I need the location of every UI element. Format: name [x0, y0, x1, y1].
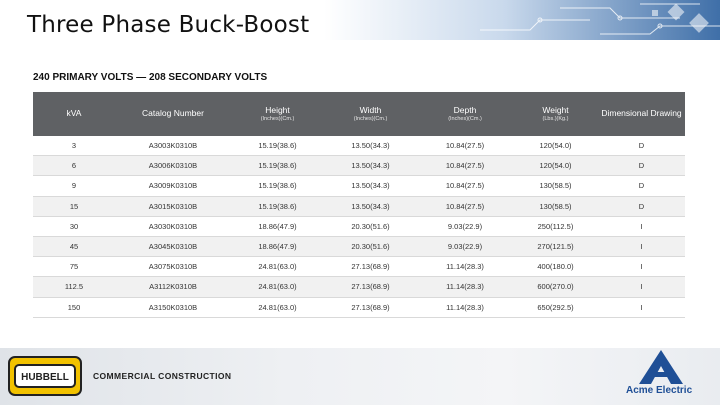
table-cell: 9.03(22.9) [417, 236, 513, 256]
table-cell: A3015K0310B [115, 196, 231, 216]
table-cell: 75 [33, 257, 115, 277]
table-cell: 9.03(22.9) [417, 216, 513, 236]
table-cell: I [598, 257, 685, 277]
table-cell: 400(180.0) [513, 257, 598, 277]
column-header-catalog-number: Catalog Number [115, 92, 231, 136]
specification-table [33, 92, 685, 318]
table-cell: 30 [33, 216, 115, 236]
table-cell: 120(54.0) [513, 136, 598, 156]
table-cell: D [598, 176, 685, 196]
acme-electric-logo-text: Acme Electric [626, 385, 693, 396]
table-cell: 27.13(68.9) [324, 257, 417, 277]
table-row [33, 176, 685, 196]
table-cell: 11.14(28.3) [417, 297, 513, 317]
table-cell: 3 [33, 136, 115, 156]
table-cell: 120(54.0) [513, 156, 598, 176]
table-cell: 10.84(27.5) [417, 176, 513, 196]
table-cell: 9 [33, 176, 115, 196]
table-cell: 10.84(27.5) [417, 156, 513, 176]
table-cell: D [598, 136, 685, 156]
hubbell-logo-text: HUBBELL [21, 372, 69, 383]
table-cell: 24.81(63.0) [231, 297, 324, 317]
table-row [33, 257, 685, 277]
table-row [33, 156, 685, 176]
table-cell: A3045K0310B [115, 236, 231, 256]
table-cell: 24.81(63.0) [231, 277, 324, 297]
table-row [33, 297, 685, 317]
table-cell: 15.19(38.6) [231, 196, 324, 216]
table-row [33, 277, 685, 297]
footer-brand-text: COMMERCIAL CONSTRUCTION [93, 371, 232, 381]
table-row [33, 136, 685, 156]
table-cell: 24.81(63.0) [231, 257, 324, 277]
table-cell: 20.30(51.6) [324, 236, 417, 256]
column-header-dimensional-drawing: Dimensional Drawing [598, 92, 685, 136]
table-cell: 20.30(51.6) [324, 216, 417, 236]
table-cell: 27.13(68.9) [324, 297, 417, 317]
table-cell: A3009K0310B [115, 176, 231, 196]
table-cell: A3112K0310B [115, 277, 231, 297]
table-cell: A3030K0310B [115, 216, 231, 236]
table-cell: 150 [33, 297, 115, 317]
table-cell: I [598, 236, 685, 256]
table-cell: 18.86(47.9) [231, 236, 324, 256]
table-cell: 13.50(34.3) [324, 176, 417, 196]
table-cell: 10.84(27.5) [417, 196, 513, 216]
table-cell: 250(112.5) [513, 216, 598, 236]
table-cell: 10.84(27.5) [417, 136, 513, 156]
table-cell: D [598, 196, 685, 216]
table-cell: 18.86(47.9) [231, 216, 324, 236]
table-cell: 650(292.5) [513, 297, 598, 317]
table-cell: 270(121.5) [513, 236, 598, 256]
table-cell: 11.14(28.3) [417, 277, 513, 297]
table-cell: 15 [33, 196, 115, 216]
table-cell: 6 [33, 156, 115, 176]
column-header-weight: Weight (Lbs.)(Kg.) [513, 92, 598, 136]
acme-electric-logo [639, 350, 683, 384]
table-cell: I [598, 216, 685, 236]
table-cell: 13.50(34.3) [324, 196, 417, 216]
column-header-width: Width (Inches)(Cm.) [324, 92, 417, 136]
table-cell: 13.50(34.3) [324, 156, 417, 176]
table-cell: 600(270.0) [513, 277, 598, 297]
table-cell: 112.5 [33, 277, 115, 297]
table-row [33, 196, 685, 216]
table-cell: 27.13(68.9) [324, 277, 417, 297]
table-row [33, 216, 685, 236]
column-header-kva: kVA [33, 92, 115, 136]
table-cell: 13.50(34.3) [324, 136, 417, 156]
table-cell: I [598, 277, 685, 297]
table-cell: 11.14(28.3) [417, 257, 513, 277]
page-title: Three Phase Buck-Boost [27, 12, 310, 38]
table-header-row [33, 92, 685, 136]
table-cell: 130(58.5) [513, 176, 598, 196]
table-heading: 240 PRIMARY VOLTS — 208 SECONDARY VOLTS [33, 72, 268, 83]
table-cell: 15.19(38.6) [231, 176, 324, 196]
hubbell-logo [8, 356, 82, 396]
table-cell: 15.19(38.6) [231, 156, 324, 176]
table-cell: 130(58.5) [513, 196, 598, 216]
table-cell: A3150K0310B [115, 297, 231, 317]
column-header-depth: Depth (Inches)(Cm.) [417, 92, 513, 136]
table-cell: 15.19(38.6) [231, 136, 324, 156]
table-row [33, 236, 685, 256]
circuit-pattern-icon [420, 0, 720, 40]
table-cell: A3075K0310B [115, 257, 231, 277]
table-cell: D [598, 156, 685, 176]
column-header-height: Height (Inches)(Cm.) [231, 92, 324, 136]
table-cell: I [598, 297, 685, 317]
table-cell: 45 [33, 236, 115, 256]
table-cell: A3006K0310B [115, 156, 231, 176]
table-cell: A3003K0310B [115, 136, 231, 156]
